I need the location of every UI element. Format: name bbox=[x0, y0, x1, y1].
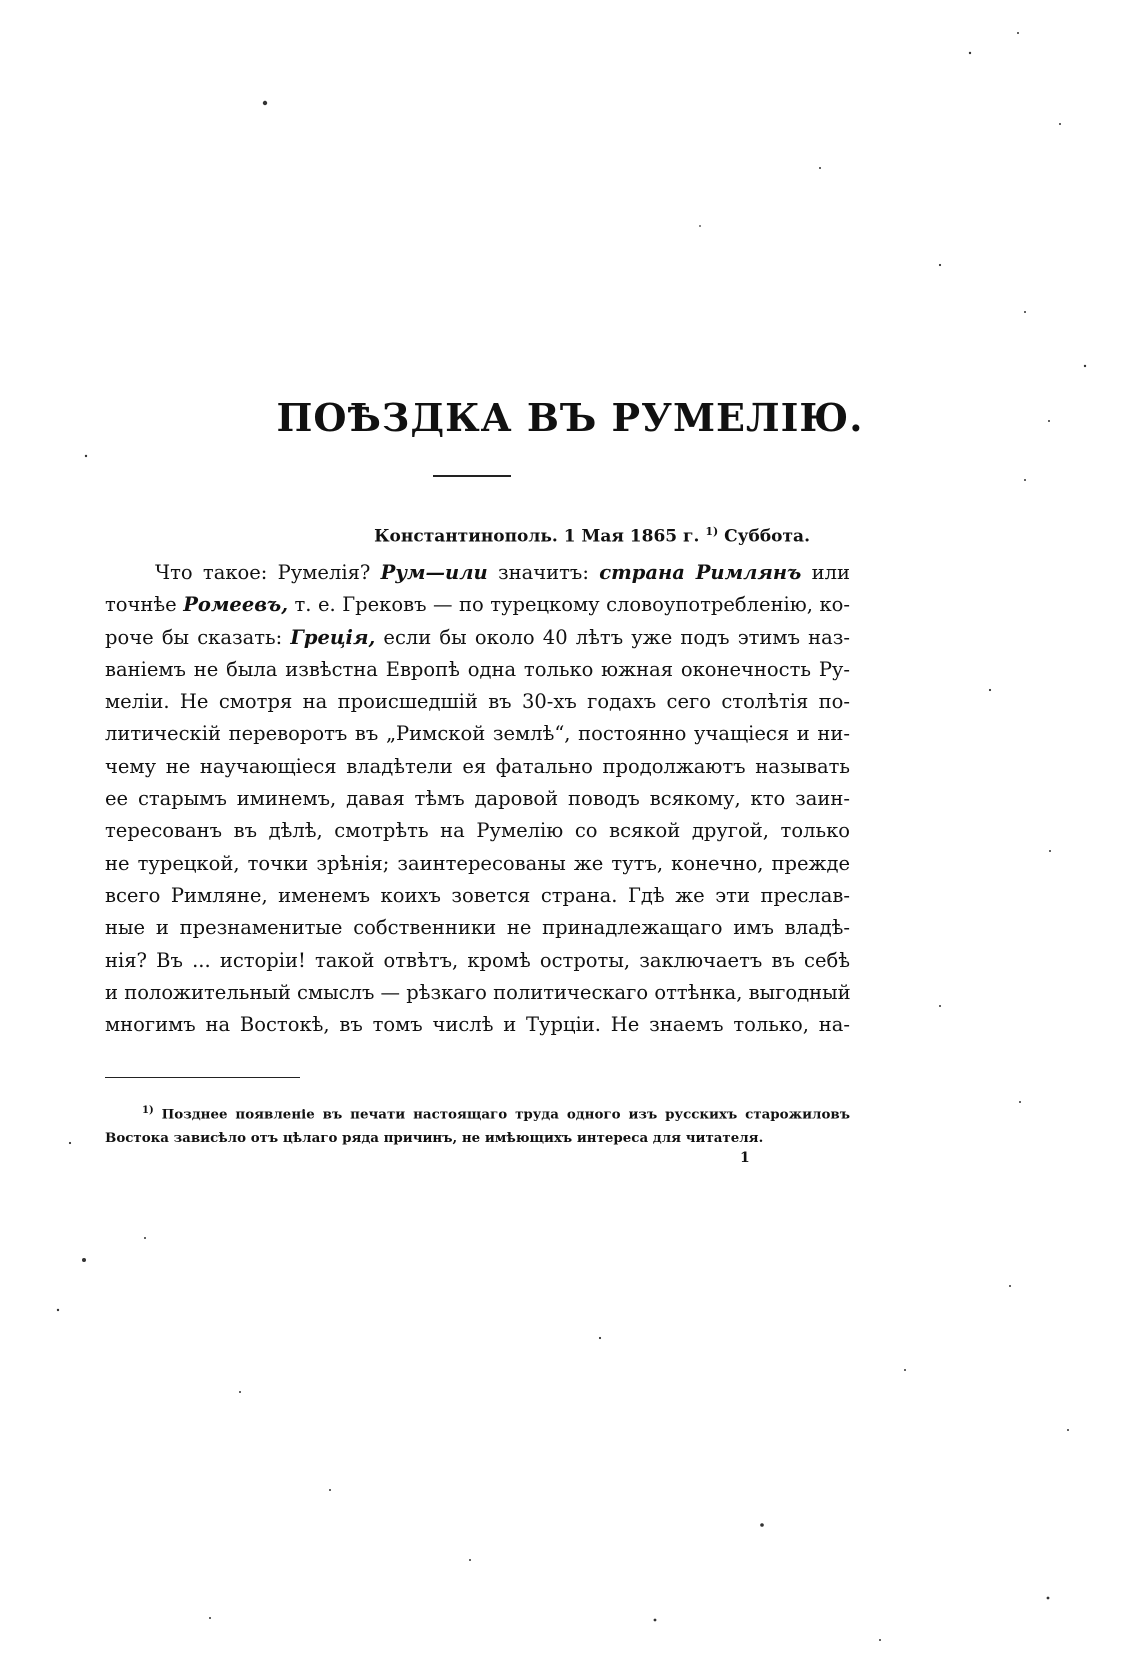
text-line bbox=[105, 686, 850, 718]
footnote-line bbox=[105, 1099, 850, 1126]
footnote-text-line-2: Востока зависѣло отъ цѣлаго ряда причинъ, не имѣющихъ интереса для читателя. bbox=[105, 1130, 764, 1147]
footnote-divider bbox=[105, 1077, 300, 1078]
text-line bbox=[105, 718, 850, 750]
text-line bbox=[105, 654, 850, 686]
text-run: чему не научающіеся владѣтели ея фатально продолжаютъ называть bbox=[105, 754, 850, 778]
text-line bbox=[105, 622, 850, 654]
text-line bbox=[105, 815, 850, 847]
text-run: меліи. Не смотря на происшедшій въ 30-хъ годахъ сего столѣтія по- bbox=[105, 690, 850, 714]
text-run: нія? Въ ... исторіи! такой отвѣтъ, кромѣ остроты, заключаетъ въ себѣ bbox=[105, 948, 850, 972]
text-line bbox=[105, 880, 850, 912]
body-paragraph bbox=[105, 557, 850, 1041]
emphasized-text: Рум—или bbox=[380, 561, 488, 584]
text-run: если бы около 40 лѣтъ уже подъ этимъ наз- bbox=[375, 625, 850, 649]
text-line bbox=[105, 557, 850, 589]
text-run: тересованъ въ дѣлѣ, смотрѣть на Румелію со всякой другой, только bbox=[105, 819, 850, 843]
text-line bbox=[105, 977, 850, 1009]
text-run: или bbox=[801, 561, 850, 584]
text-run: всего Римляне, именемъ коихъ зовется страна. Гдѣ же эти преслав- bbox=[105, 883, 850, 907]
dateline-day: Суббота. bbox=[724, 526, 810, 547]
emphasized-text: Греція, bbox=[290, 625, 376, 649]
text-run: не турецкой, точки зрѣнія; заинтересованы же тутъ, конечно, прежде bbox=[105, 851, 850, 875]
title-divider bbox=[433, 475, 511, 477]
dateline bbox=[374, 525, 810, 547]
text-run: т. е. Грековъ — по турецкому словоупотребленію, ко- bbox=[288, 593, 850, 617]
footnote-reference: 1) bbox=[705, 525, 719, 538]
chapter-title: ПОѢЗДКА ВЪ РУМЕЛІЮ. bbox=[276, 395, 864, 440]
text-run: и положительный смыслъ — рѣзкаго политическаго оттѣнка, выгодный bbox=[105, 980, 851, 1004]
text-line bbox=[105, 783, 850, 815]
footnote-text-line-1: Позднее появленіе въ печати настоящаго труда одного изъ русскихъ старожиловъ bbox=[161, 1106, 850, 1123]
emphasized-text: страна Римлянъ bbox=[599, 561, 802, 584]
page-number: 1 bbox=[740, 1150, 750, 1166]
text-run: литическій переворотъ въ „Римской землѣ“, постоянно учащіеся и ни- bbox=[105, 722, 850, 746]
text-line bbox=[105, 912, 850, 944]
text-run: точнѣе bbox=[105, 593, 184, 617]
text-line bbox=[105, 1009, 850, 1041]
text-run: роче бы сказать: bbox=[105, 625, 291, 649]
text-run: многимъ на Востокѣ, въ томъ числѣ и Турціи. Не знаемъ только, на- bbox=[105, 1013, 850, 1037]
text-line bbox=[105, 945, 850, 977]
text-run: Что такое: Румелія? bbox=[155, 561, 381, 584]
text-run: значитъ: bbox=[487, 561, 600, 584]
text-run: ваніемъ не была извѣстна Европѣ одна только южная оконечность Ру- bbox=[105, 657, 850, 681]
footnote-mark: 1) bbox=[142, 1105, 154, 1116]
text-run: ные и презнаменитые собственники не принадлежащаго имъ владѣ- bbox=[105, 916, 850, 940]
text-line bbox=[105, 751, 850, 783]
text-line bbox=[105, 848, 850, 880]
emphasized-text: Ромеевъ, bbox=[183, 593, 289, 617]
dateline-place-date: Константинополь. 1 Мая 1865 г. bbox=[374, 526, 700, 547]
text-run: ее старымъ иминемъ, давая тѣмъ даровой поводъ всякому, кто заин- bbox=[105, 787, 850, 811]
footnote bbox=[105, 1099, 850, 1150]
text-line bbox=[105, 589, 850, 621]
